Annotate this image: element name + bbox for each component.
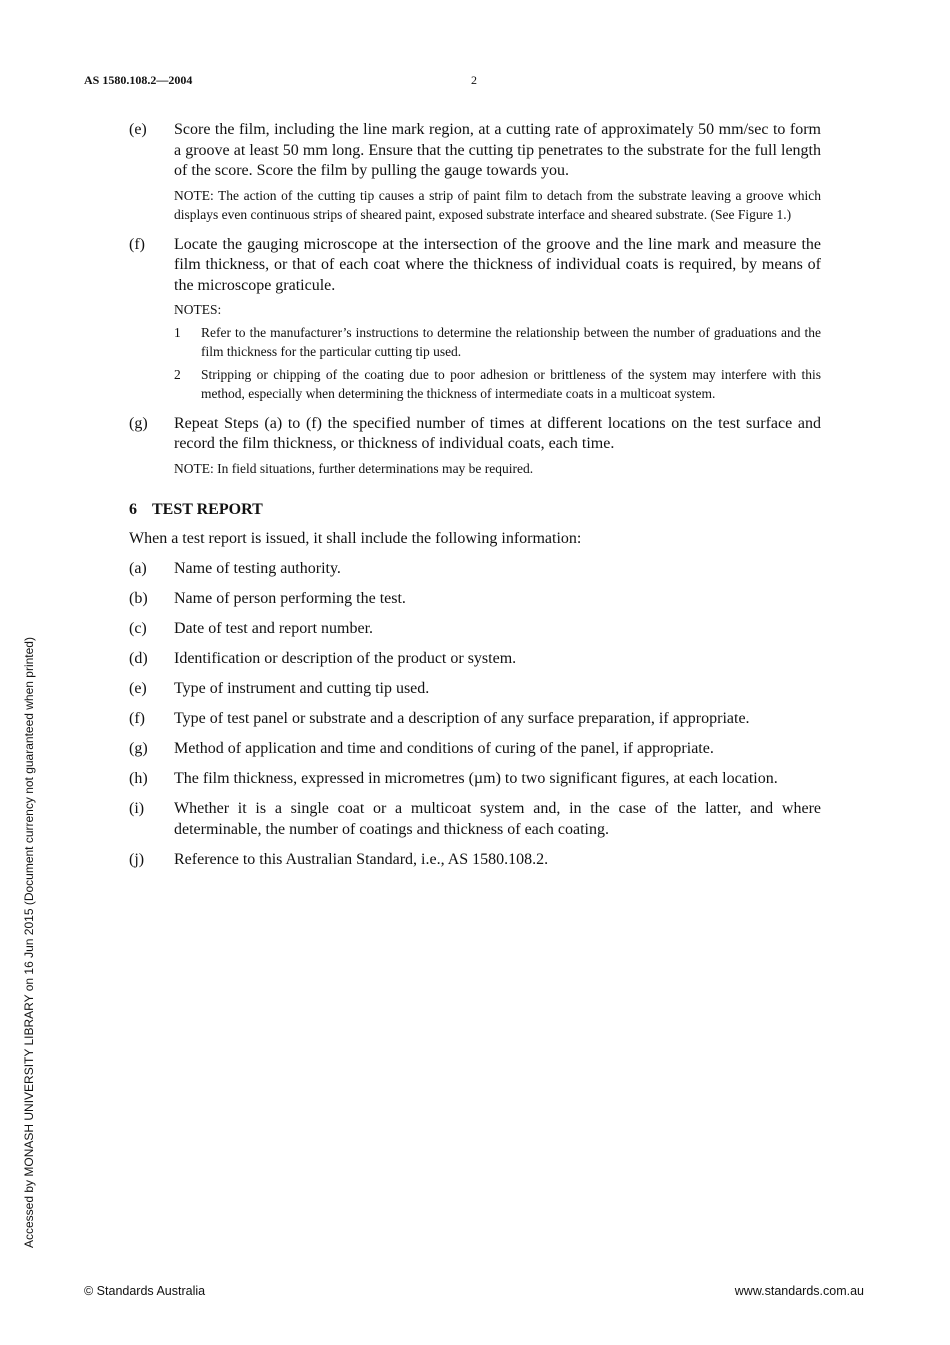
step-text: Score the film, including the line mark region, at a cutting rate of approximately 50 mm/sec to form a groove at least 50 mm long. Ensure that the cutting tip penetrates to the substrate for the full length of the score. Score the film by pulling the gauge towards you. (174, 121, 821, 179)
report-item-b (129, 589, 821, 610)
item-label: (j) (129, 850, 145, 868)
report-item-g (129, 739, 821, 760)
step-g (129, 414, 821, 479)
note-number: 1 (174, 324, 181, 340)
step-note: NOTE: The action of the cutting tip causes a strip of paint film to detach from the substrate leaving a groove which displays even continuous strips of sheared paint, exposed substrate interface and sheared substrate. (See Figure 1.) (174, 187, 821, 222)
step-f (129, 235, 821, 404)
item-label: (a) (129, 560, 147, 577)
item-text: Type of instrument and cutting tip used. (174, 680, 430, 697)
item-text: Reference to this Australian Standard, i.e., AS 1580.108.2. (174, 850, 549, 868)
item-text: Date of test and report number. (174, 620, 374, 637)
note-text: Refer to the manufacturer’s instructions to determine the relationship between the number of graduations and the film thickness for the particular cutting tip used. (201, 324, 821, 359)
report-item-a (129, 559, 821, 580)
step-text: Locate the gauging microscope at the intersection of the groove and the line mark and measure the film thickness, or that of each coat where the thickness of individual coats is required, by means of the microscope graticule. (174, 235, 821, 294)
document-body (129, 120, 821, 870)
item-text: Type of test panel or substrate and a description of any surface preparation, if appropriate. (174, 710, 750, 727)
item-label: (b) (129, 590, 148, 607)
step-label: (g) (129, 414, 148, 432)
item-label: (d) (129, 650, 148, 667)
item-label: (f) (129, 710, 145, 727)
item-text: Whether it is a single coat or a multicoat system and, in the case of the latter, and where determinable, the number of coatings and thickness of each coating. (174, 800, 821, 838)
item-label: (e) (129, 680, 147, 697)
report-item-f (129, 709, 821, 730)
item-text: Name of person performing the test. (174, 590, 406, 607)
note-number: 2 (174, 366, 181, 382)
section-title: TEST REPORT (152, 501, 263, 518)
item-text: The film thickness, expressed in micrometres (µm) to two significant figures, at each location. (174, 770, 778, 787)
report-item-d (129, 649, 821, 670)
section-heading (129, 500, 821, 520)
step-text: Repeat Steps (a) to (f) the specified number of times at different locations on the test surface and record the film thickness, or thickness of individual coats, each time. (174, 414, 821, 452)
item-label: (i) (129, 800, 145, 817)
section-number: 6 (129, 501, 137, 518)
report-item-h (129, 769, 821, 790)
step-label: (e) (129, 121, 147, 138)
report-item-i (129, 799, 821, 840)
note-item (174, 365, 821, 404)
copyright-footer: © Standards Australia (84, 1284, 206, 1298)
document-code: AS 1580.108.2—2004 (84, 73, 193, 87)
step-label: (f) (129, 235, 145, 253)
item-text: Identification or description of the product or system. (174, 650, 517, 667)
report-item-e (129, 679, 821, 700)
report-item-c (129, 619, 821, 640)
item-text: Method of application and time and conditions of curing of the panel, if appropriate. (174, 740, 714, 757)
notes-heading: NOTES: (174, 302, 222, 317)
access-watermark: Accessed by MONASH UNIVERSITY LIBRARY on 16 Jun 2015 (Document currency not guaranteed when printed) (22, 637, 36, 1248)
section-intro: When a test report is issued, it shall include the following information: (129, 530, 582, 547)
page-number: 2 (471, 73, 477, 87)
report-item-j (129, 850, 821, 871)
step-note: NOTE: In field situations, further determinations may be required. (174, 460, 534, 476)
item-label: (h) (129, 770, 148, 787)
website-link[interactable]: www.standards.com.au (734, 1284, 864, 1298)
item-label: (g) (129, 740, 148, 757)
note-item (174, 323, 821, 362)
note-text: Stripping or chipping of the coating due to poor adhesion or brittleness of the system may interfere with this method, especially when determining the thickness of intermediate coats in a multicoat system. (201, 366, 821, 401)
step-e (129, 120, 821, 225)
item-label: (c) (129, 620, 147, 637)
item-text: Name of testing authority. (174, 560, 341, 577)
